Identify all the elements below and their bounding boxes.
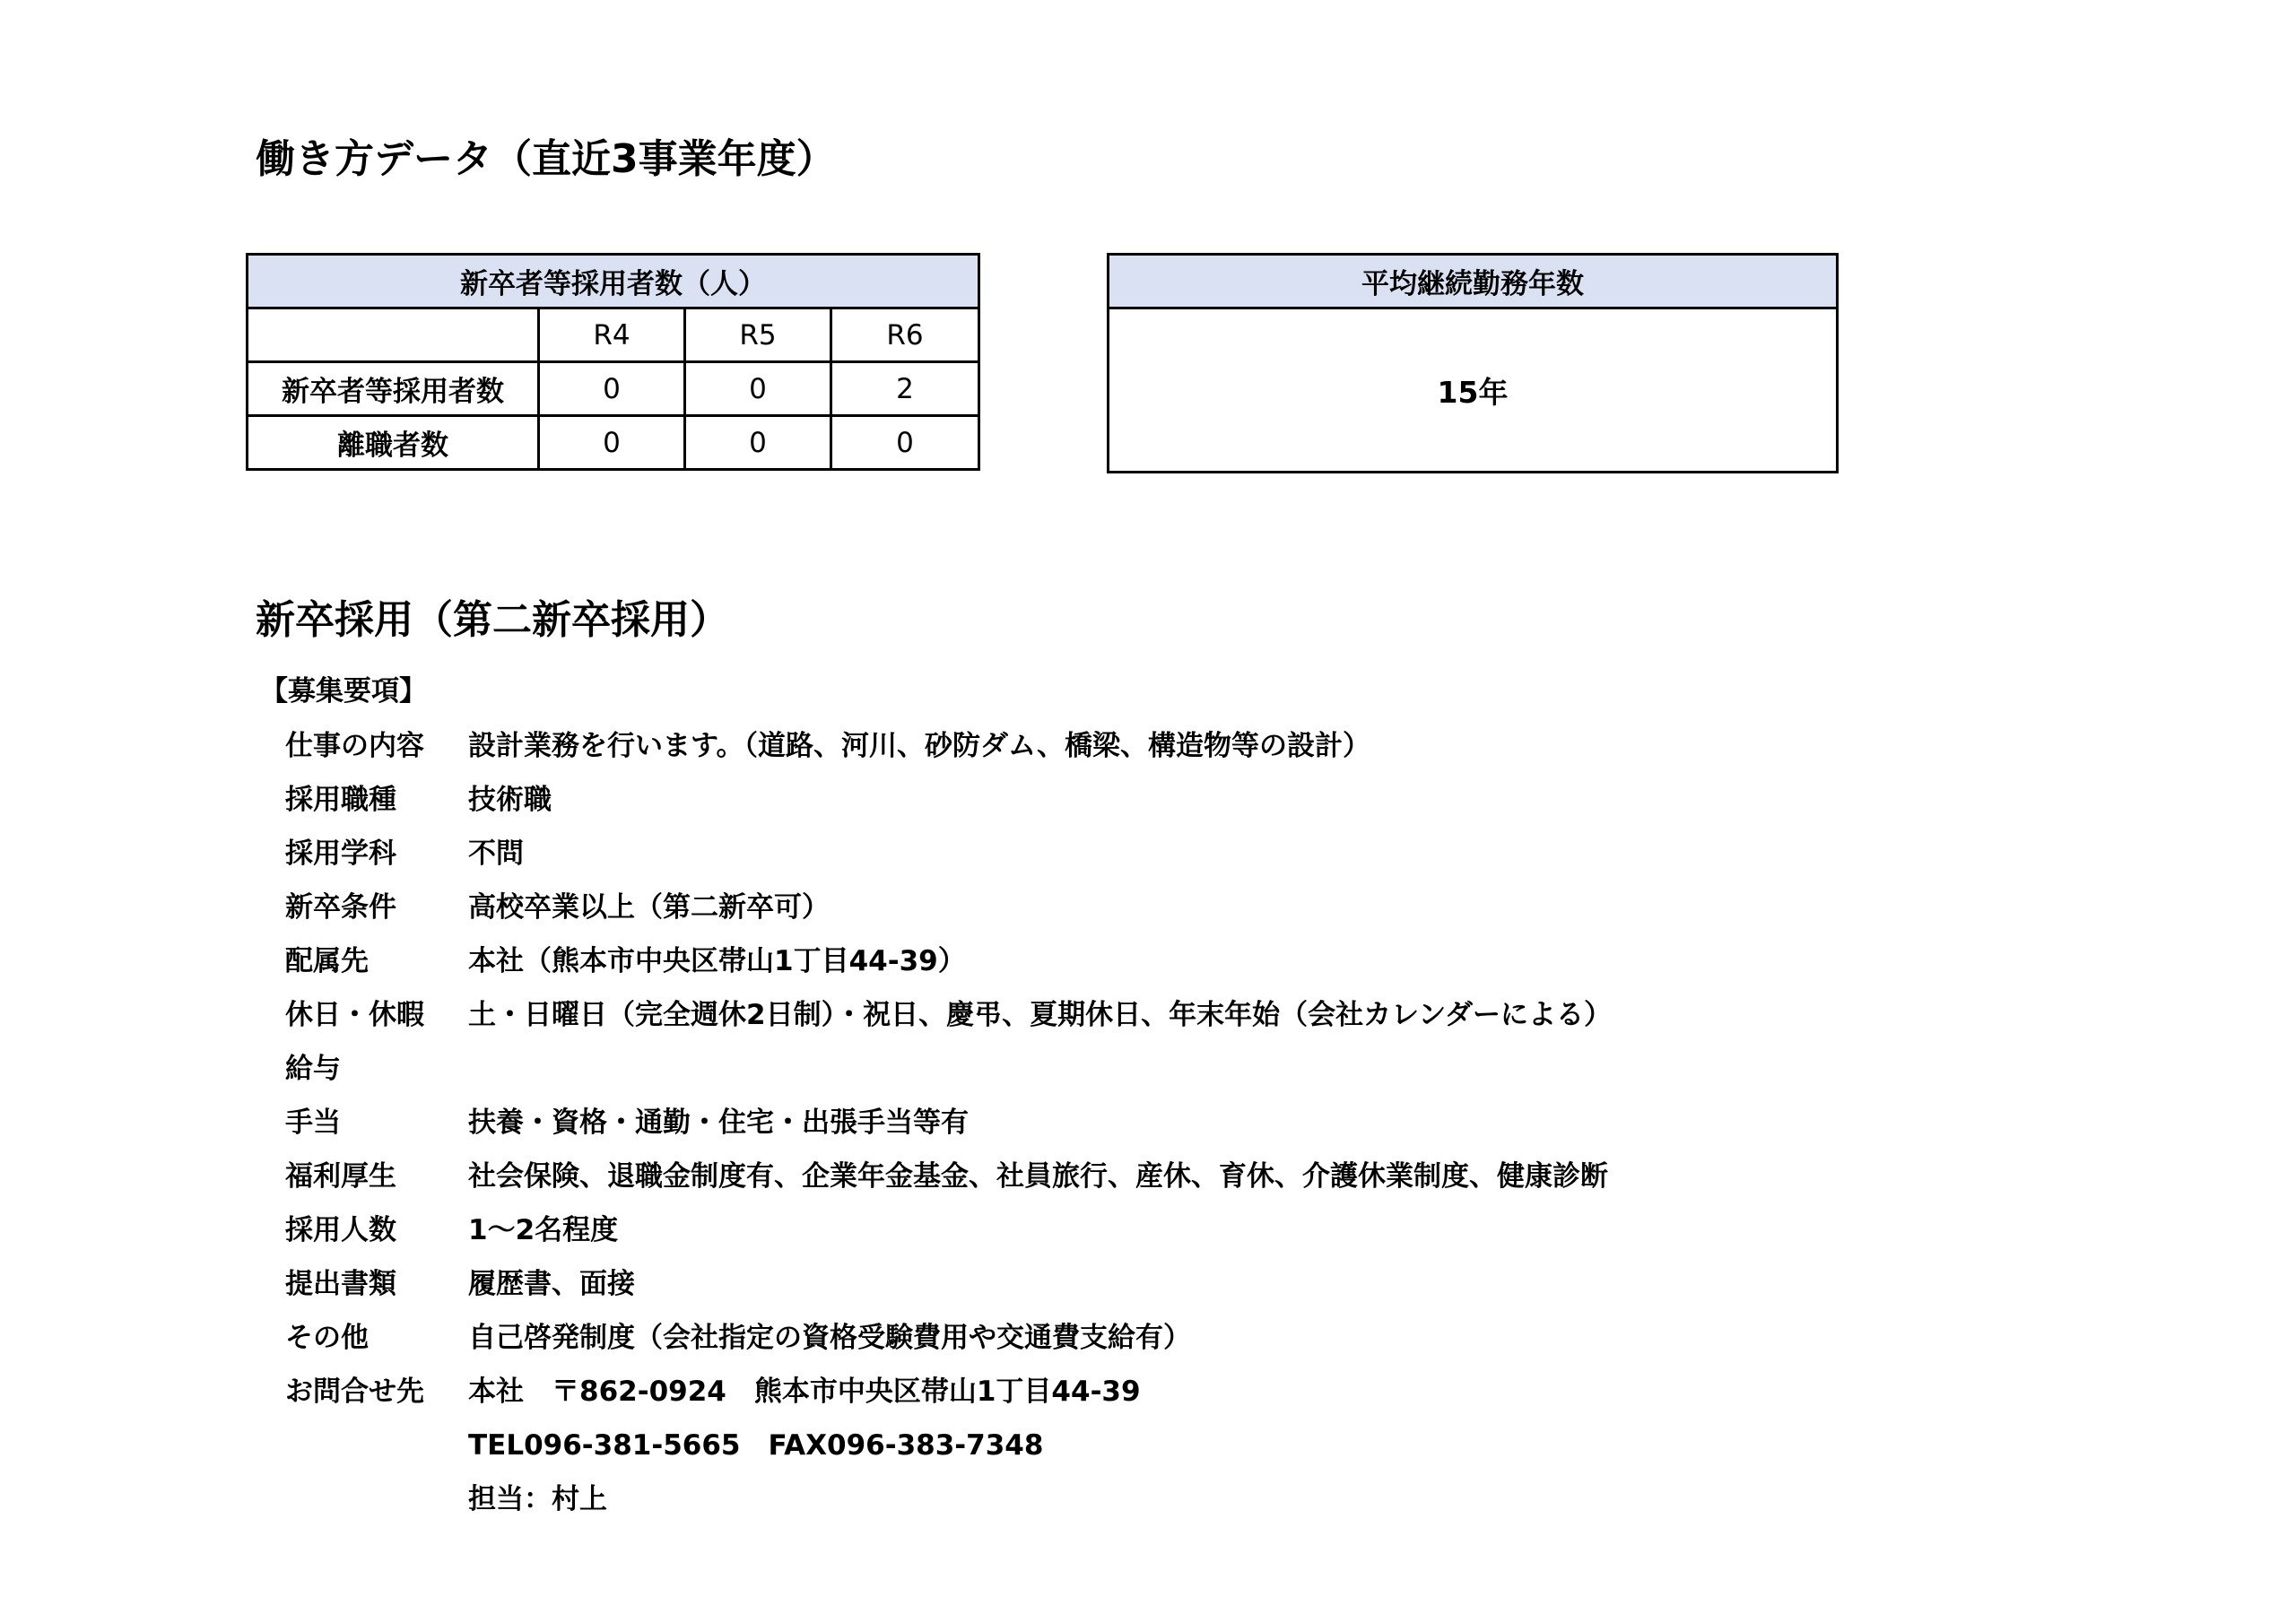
tenure-table-title: 平均継続勤務年数 — [1109, 255, 1838, 308]
cell-hires-r5: 0 — [685, 362, 831, 416]
hire-table-title: 新卒者等採用者数（人） — [248, 255, 979, 308]
item-label: 採用人数 — [285, 1214, 396, 1246]
item-value: 不問 — [468, 838, 524, 870]
column-header-r5: R5 — [685, 308, 831, 362]
cell-leavers-r5: 0 — [685, 416, 831, 470]
item-label: 休日・休暇 — [285, 999, 424, 1031]
item-label: お問合せ先 — [285, 1376, 424, 1408]
new-graduate-hire-table — [246, 253, 980, 471]
item-label: 手当 — [285, 1107, 341, 1139]
column-header-empty — [248, 308, 539, 362]
item-label: 給与 — [285, 1053, 341, 1085]
hire-table-header-row — [248, 308, 979, 362]
cell-leavers-r6: 0 — [831, 416, 979, 470]
item-value: 高校卒業以上（第二新卒可） — [468, 891, 830, 924]
item-label: 採用職種 — [285, 784, 396, 816]
item-label: 福利厚生 — [285, 1160, 396, 1193]
item-value: 1～2名程度 — [468, 1214, 619, 1246]
tenure-value: 15年 — [1109, 308, 1838, 473]
item-label: 提出書類 — [285, 1268, 396, 1300]
item-label: 採用学科 — [285, 838, 396, 870]
column-header-r4: R4 — [539, 308, 685, 362]
requirements-heading: 【募集要項】 — [260, 675, 427, 707]
table-row — [248, 416, 979, 470]
item-label: 配属先 — [285, 945, 369, 977]
section-title-work-data: 働き方データ（直近3事業年度） — [256, 136, 836, 182]
item-value: 履歴書、面接 — [468, 1268, 635, 1300]
item-label: その他 — [285, 1322, 369, 1354]
item-value: 自己啓発制度（会社指定の資格受験費用や交通費支給有） — [468, 1322, 1191, 1354]
table-row — [248, 362, 979, 416]
item-value: 担当：村上 — [468, 1483, 607, 1515]
item-label: 仕事の内容 — [285, 730, 424, 762]
item-value: TEL096-381-5665 FAX096-383-7348 — [468, 1429, 1044, 1462]
average-tenure-table — [1107, 253, 1839, 473]
cell-hires-r4: 0 — [539, 362, 685, 416]
item-value: 社会保険、退職金制度有、企業年金基金、社員旅行、産休、育休、介護休業制度、健康診断 — [468, 1160, 1608, 1193]
row-label-hires: 新卒者等採用者数 — [248, 362, 539, 416]
row-label-leavers: 離職者数 — [248, 416, 539, 470]
item-value: 本社 〒862-0924 熊本市中央区帯山1丁目44-39 — [468, 1376, 1141, 1408]
item-value: 土・日曜日（完全週休2日制）・祝日、慶弔、夏期休日、年末年始（会社カレンダーによる） — [468, 999, 1613, 1031]
item-label: 新卒条件 — [285, 891, 396, 924]
item-value: 設計業務を行います。（道路、河川、砂防ダム、橋梁、構造物等の設計） — [468, 730, 1370, 762]
item-value: 扶養・資格・通勤・住宅・出張手当等有 — [468, 1107, 969, 1139]
item-value: 技術職 — [468, 784, 552, 816]
section-title-recruitment: 新卒採用（第二新卒採用） — [256, 597, 729, 643]
column-header-r6: R6 — [831, 308, 979, 362]
item-value: 本社（熊本市中央区帯山1丁目44-39） — [468, 945, 966, 977]
cell-leavers-r4: 0 — [539, 416, 685, 470]
cell-hires-r6: 2 — [831, 362, 979, 416]
